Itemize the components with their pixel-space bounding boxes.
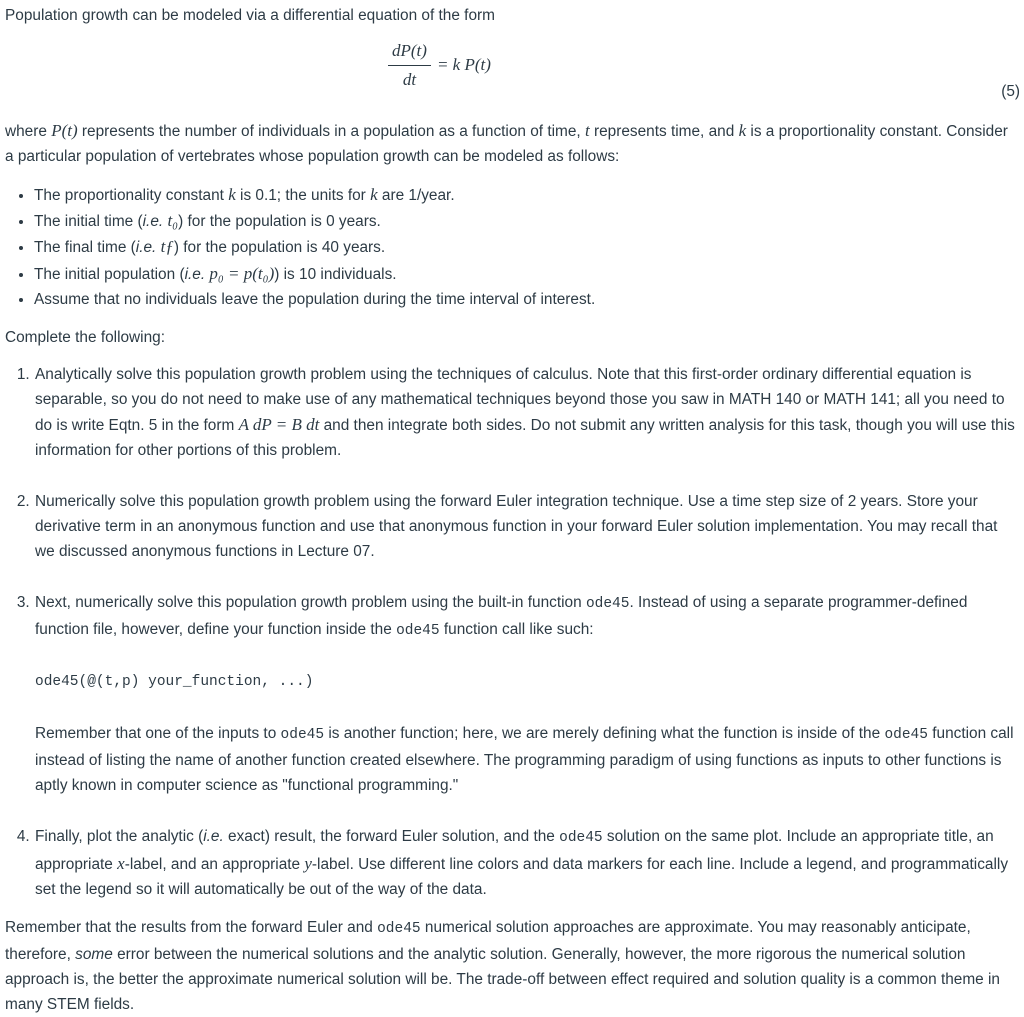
list-item	[34, 208, 1020, 234]
equation-number: (5)	[1001, 83, 1020, 100]
complete-heading: Complete the following:	[5, 329, 165, 347]
text-ie: i.e.	[203, 828, 224, 846]
closing-paragraph	[5, 915, 1020, 1017]
code-ode45: ode45	[884, 727, 928, 744]
text-ie: i.e.	[135, 239, 157, 257]
math-P-of-t: P(t)	[51, 121, 78, 140]
list-item	[34, 261, 1020, 287]
math-t0: t₀	[167, 211, 179, 231]
spacer	[35, 564, 1020, 590]
code-ode45: ode45	[559, 830, 603, 847]
math-k: k	[738, 121, 747, 140]
text: represents time, and	[589, 123, 739, 140]
text: exact) result, the forward Euler solution, and the	[223, 828, 560, 846]
code-example: ode45(@(t,p) your_function, ...)	[35, 674, 314, 691]
facts-list	[5, 182, 1020, 312]
text: The initial population (	[34, 265, 185, 283]
fraction-numerator: dP(t)	[388, 39, 431, 66]
text-emphasis: some	[75, 946, 113, 964]
text: Remember that one of the inputs to	[35, 725, 281, 743]
equation-block	[5, 28, 1020, 102]
task-item-2	[34, 489, 1020, 590]
code-ode45: ode45	[585, 596, 630, 613]
spacer	[35, 798, 1020, 824]
text-ie: i.e.	[184, 265, 206, 283]
text: ) is 10 individuals.	[274, 265, 397, 283]
math-y: y	[304, 854, 312, 874]
text: error between the numerical solutions and the analytic solution. Generally, however, the more rigorous the numerical solution approach is, the better the approximate numerical solution will be. The trade-off between effect required and solution quality is a common theme in many STEM fields.	[5, 946, 1000, 1014]
text: -label, and an appropriate	[124, 856, 305, 874]
text: . Instead of using a separate programmer-defined function file, however, define your function inside the	[35, 594, 968, 639]
code-ode45: ode45	[280, 727, 325, 744]
math-k: k	[370, 185, 378, 204]
math-tf: tƒ	[160, 237, 174, 257]
text: where	[5, 123, 52, 140]
derivative-fraction	[388, 39, 431, 92]
math-AdP-Bdt: A dP = B dt	[238, 415, 320, 435]
text: solution on the same plot. Include an appropriate title, an appropriate	[35, 828, 994, 874]
code-ode45: ode45	[377, 921, 421, 938]
text: function call instead of listing the name of another function created elsewhere. The programming paradigm of using functions as inputs to other functions is aptly known in computer science as "functional programming."	[35, 725, 1014, 795]
text: Finally, plot the analytic (	[35, 828, 204, 846]
text: ) for the population is 0 years.	[178, 213, 381, 231]
text: The initial time (	[34, 213, 143, 231]
text: are 1/year.	[377, 187, 455, 204]
equation-rhs: = k P(t)	[436, 55, 491, 74]
task-item-1	[34, 362, 1020, 489]
where-paragraph	[5, 118, 1020, 169]
text: function call like such:	[439, 621, 594, 639]
problem-statement	[5, 3, 1020, 1017]
task-3-remember	[35, 721, 1020, 798]
spacer	[35, 463, 1020, 489]
text-ie: i.e.	[142, 213, 164, 231]
fraction-denominator: dt	[402, 69, 417, 89]
text: is a proportionality constant. Consider a particular population of vertebrates whose population growth can be modeled as follows:	[5, 123, 1008, 165]
text: ) for the population is 40 years.	[173, 239, 386, 257]
text: Analytically solve this population growth problem using the techniques of calculus. Note that this first-order ordinary differential equation is separable, so you do not need to make use of any mathematical techniques beyond those you saw in MATH 140 or MATH 141; all you need to do is write Eqtn. 5 in the form	[35, 366, 1005, 435]
text: Next, numerically solve this population growth problem using the built-in function	[35, 594, 586, 612]
code-ode45: ode45	[396, 623, 440, 640]
text: is another function; here, we are merely defining what the function is inside of the	[324, 725, 885, 743]
text: -label. Use different line colors and data markers for each line. Include a legend, and programmatically set the legend so it will automatically be out of the way of the data.	[35, 856, 1009, 899]
text: The proportionality constant	[34, 187, 229, 204]
math-x: x	[117, 854, 125, 874]
task-item-3	[34, 590, 1020, 824]
text: and then integrate both sides. Do not submit any written analysis for this task, though you will use this information for other portions of this problem.	[35, 417, 1015, 460]
math-p0: p₀ = p(t₀)	[209, 263, 275, 283]
math-k: k	[228, 185, 236, 204]
intro-text: Population growth can be modeled via a differential equation of the form	[5, 7, 495, 24]
text: The final time (	[34, 239, 136, 257]
differential-equation	[388, 28, 491, 102]
list-item	[34, 234, 1020, 260]
math-t: t	[584, 121, 590, 140]
text: Numerically solve this population growth problem using the forward Euler integration technique. Use a time step size of 2 years. Store your derivative term in an anonymous function and use that anonymous function in your forward Euler solution implementation. You may recall that we discussed anonymous functions in Lecture 07.	[35, 493, 998, 561]
text: numerical solution approaches are approximate. You may reasonably anticipate, therefore,	[5, 919, 971, 964]
task-item-4	[34, 824, 1020, 902]
text: represents the number of individuals in a population as a function of time,	[77, 123, 585, 140]
list-item: • Assume that no individuals leave the population during the time interval of interest.	[34, 287, 1020, 312]
text: is 0.1; the units for	[235, 187, 371, 204]
tasks-list	[5, 362, 1020, 902]
list-item	[34, 182, 1020, 208]
text: Remember that the results from the forward Euler and	[5, 919, 378, 937]
